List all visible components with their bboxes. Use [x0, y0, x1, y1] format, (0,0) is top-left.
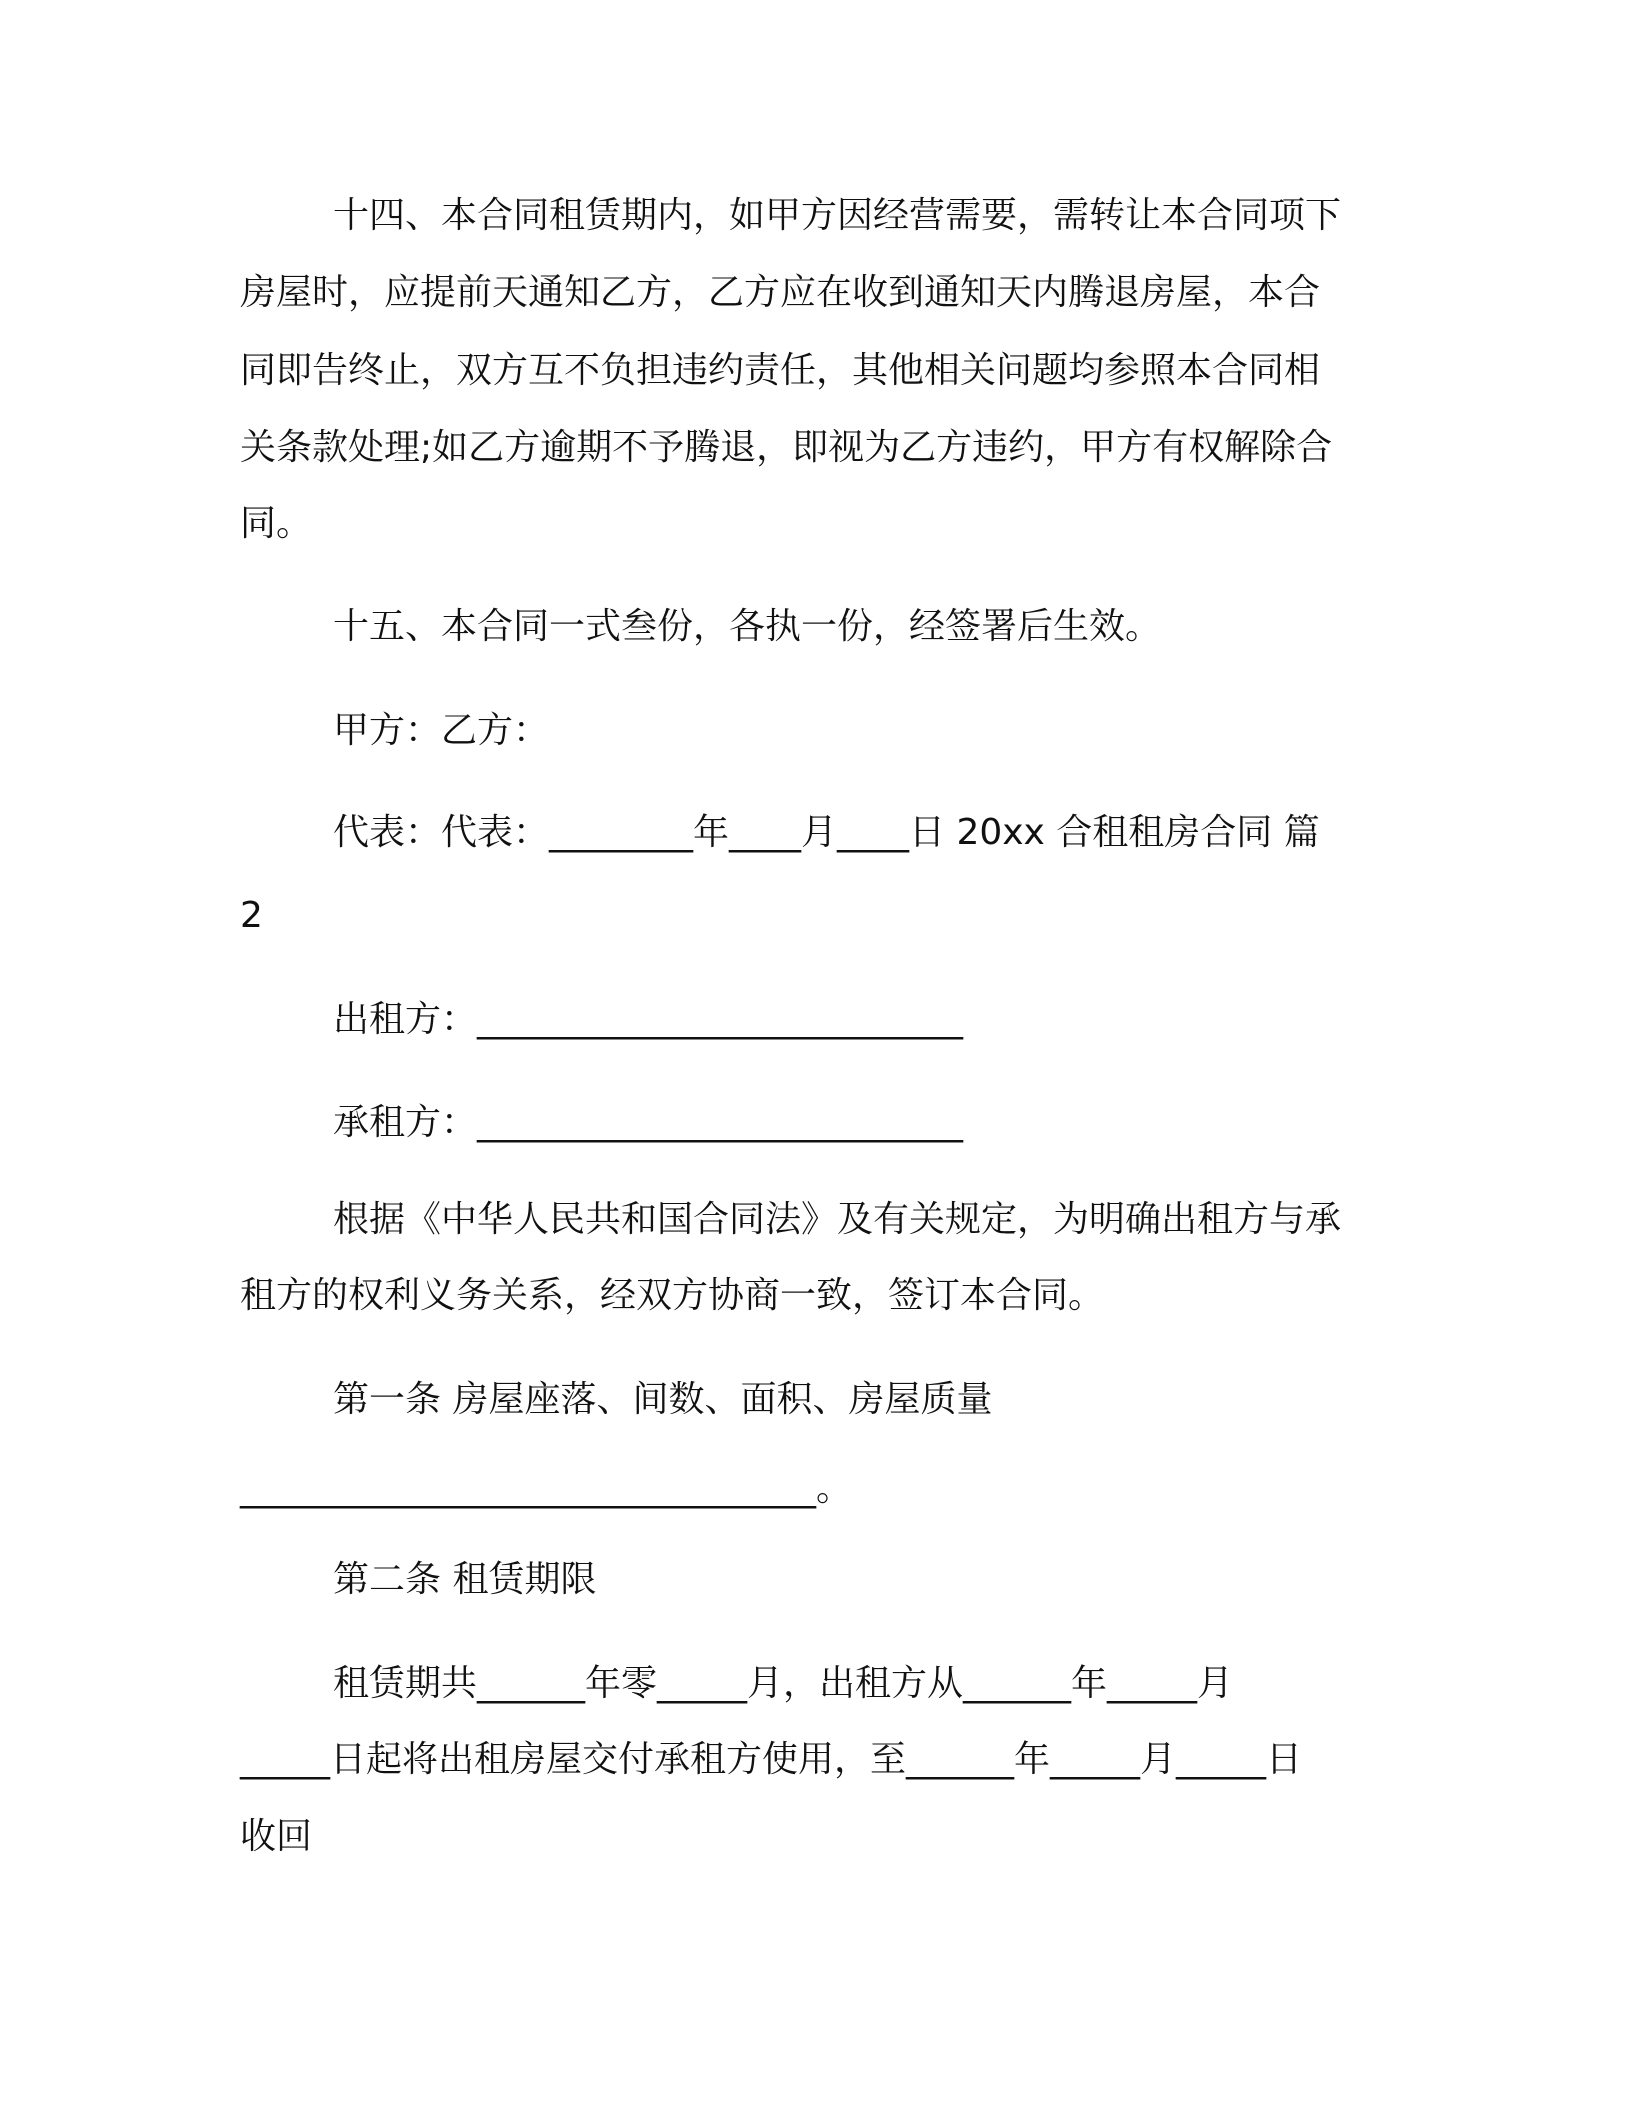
preamble-line-1: 根据《中华人民共和国合同法》及有关规定，为明确出租方与承 [333, 1199, 1342, 1240]
article-1-heading: 第一条 房屋座落、间数、面积、房屋质量 [333, 1379, 993, 1420]
article-2-heading: 第二条 租赁期限 [333, 1559, 597, 1600]
clause-14-line-5: 同。 [240, 503, 313, 544]
clause-15: 十五、本合同一式叁份，各执一份，经签署后生效。 [333, 606, 1162, 647]
party-labels: 甲方：乙方： [333, 710, 550, 751]
lease-term-line-3: 收回 [240, 1816, 313, 1857]
preamble-line-2: 租方的权利义务关系，经双方协商一致，签订本合同。 [240, 1275, 1105, 1316]
lessor-field: 出租方：___________________________ [333, 999, 964, 1040]
lease-term-line-2: _____日起将出租房屋交付承租方使用，至______年_____月_____日 [240, 1739, 1303, 1780]
lessee-field: 承租方：___________________________ [333, 1102, 964, 1143]
section-number: 2 [240, 895, 263, 936]
article-1-blank: ________________________________。 [240, 1468, 852, 1509]
representative-date-line: 代表：代表：________年____月____日 20xx 合租租房合同 篇 [333, 812, 1320, 853]
lease-term-line-1: 租赁期共______年零_____月，出租方从______年_____月 [333, 1663, 1234, 1704]
clause-14-line-3: 同即告终止，双方互不负担违约责任，其他相关问题均参照本合同相 [240, 350, 1321, 391]
clause-14-line-4: 关条款处理;如乙方逾期不予腾退，即视为乙方违约，甲方有权解除合 [240, 427, 1333, 468]
clause-14-line-1: 十四、本合同租赁期内，如甲方因经营需要，需转让本合同项下 [333, 195, 1342, 236]
clause-14-line-2: 房屋时，应提前天通知乙方，乙方应在收到通知天内腾退房屋，本合 [240, 272, 1321, 313]
